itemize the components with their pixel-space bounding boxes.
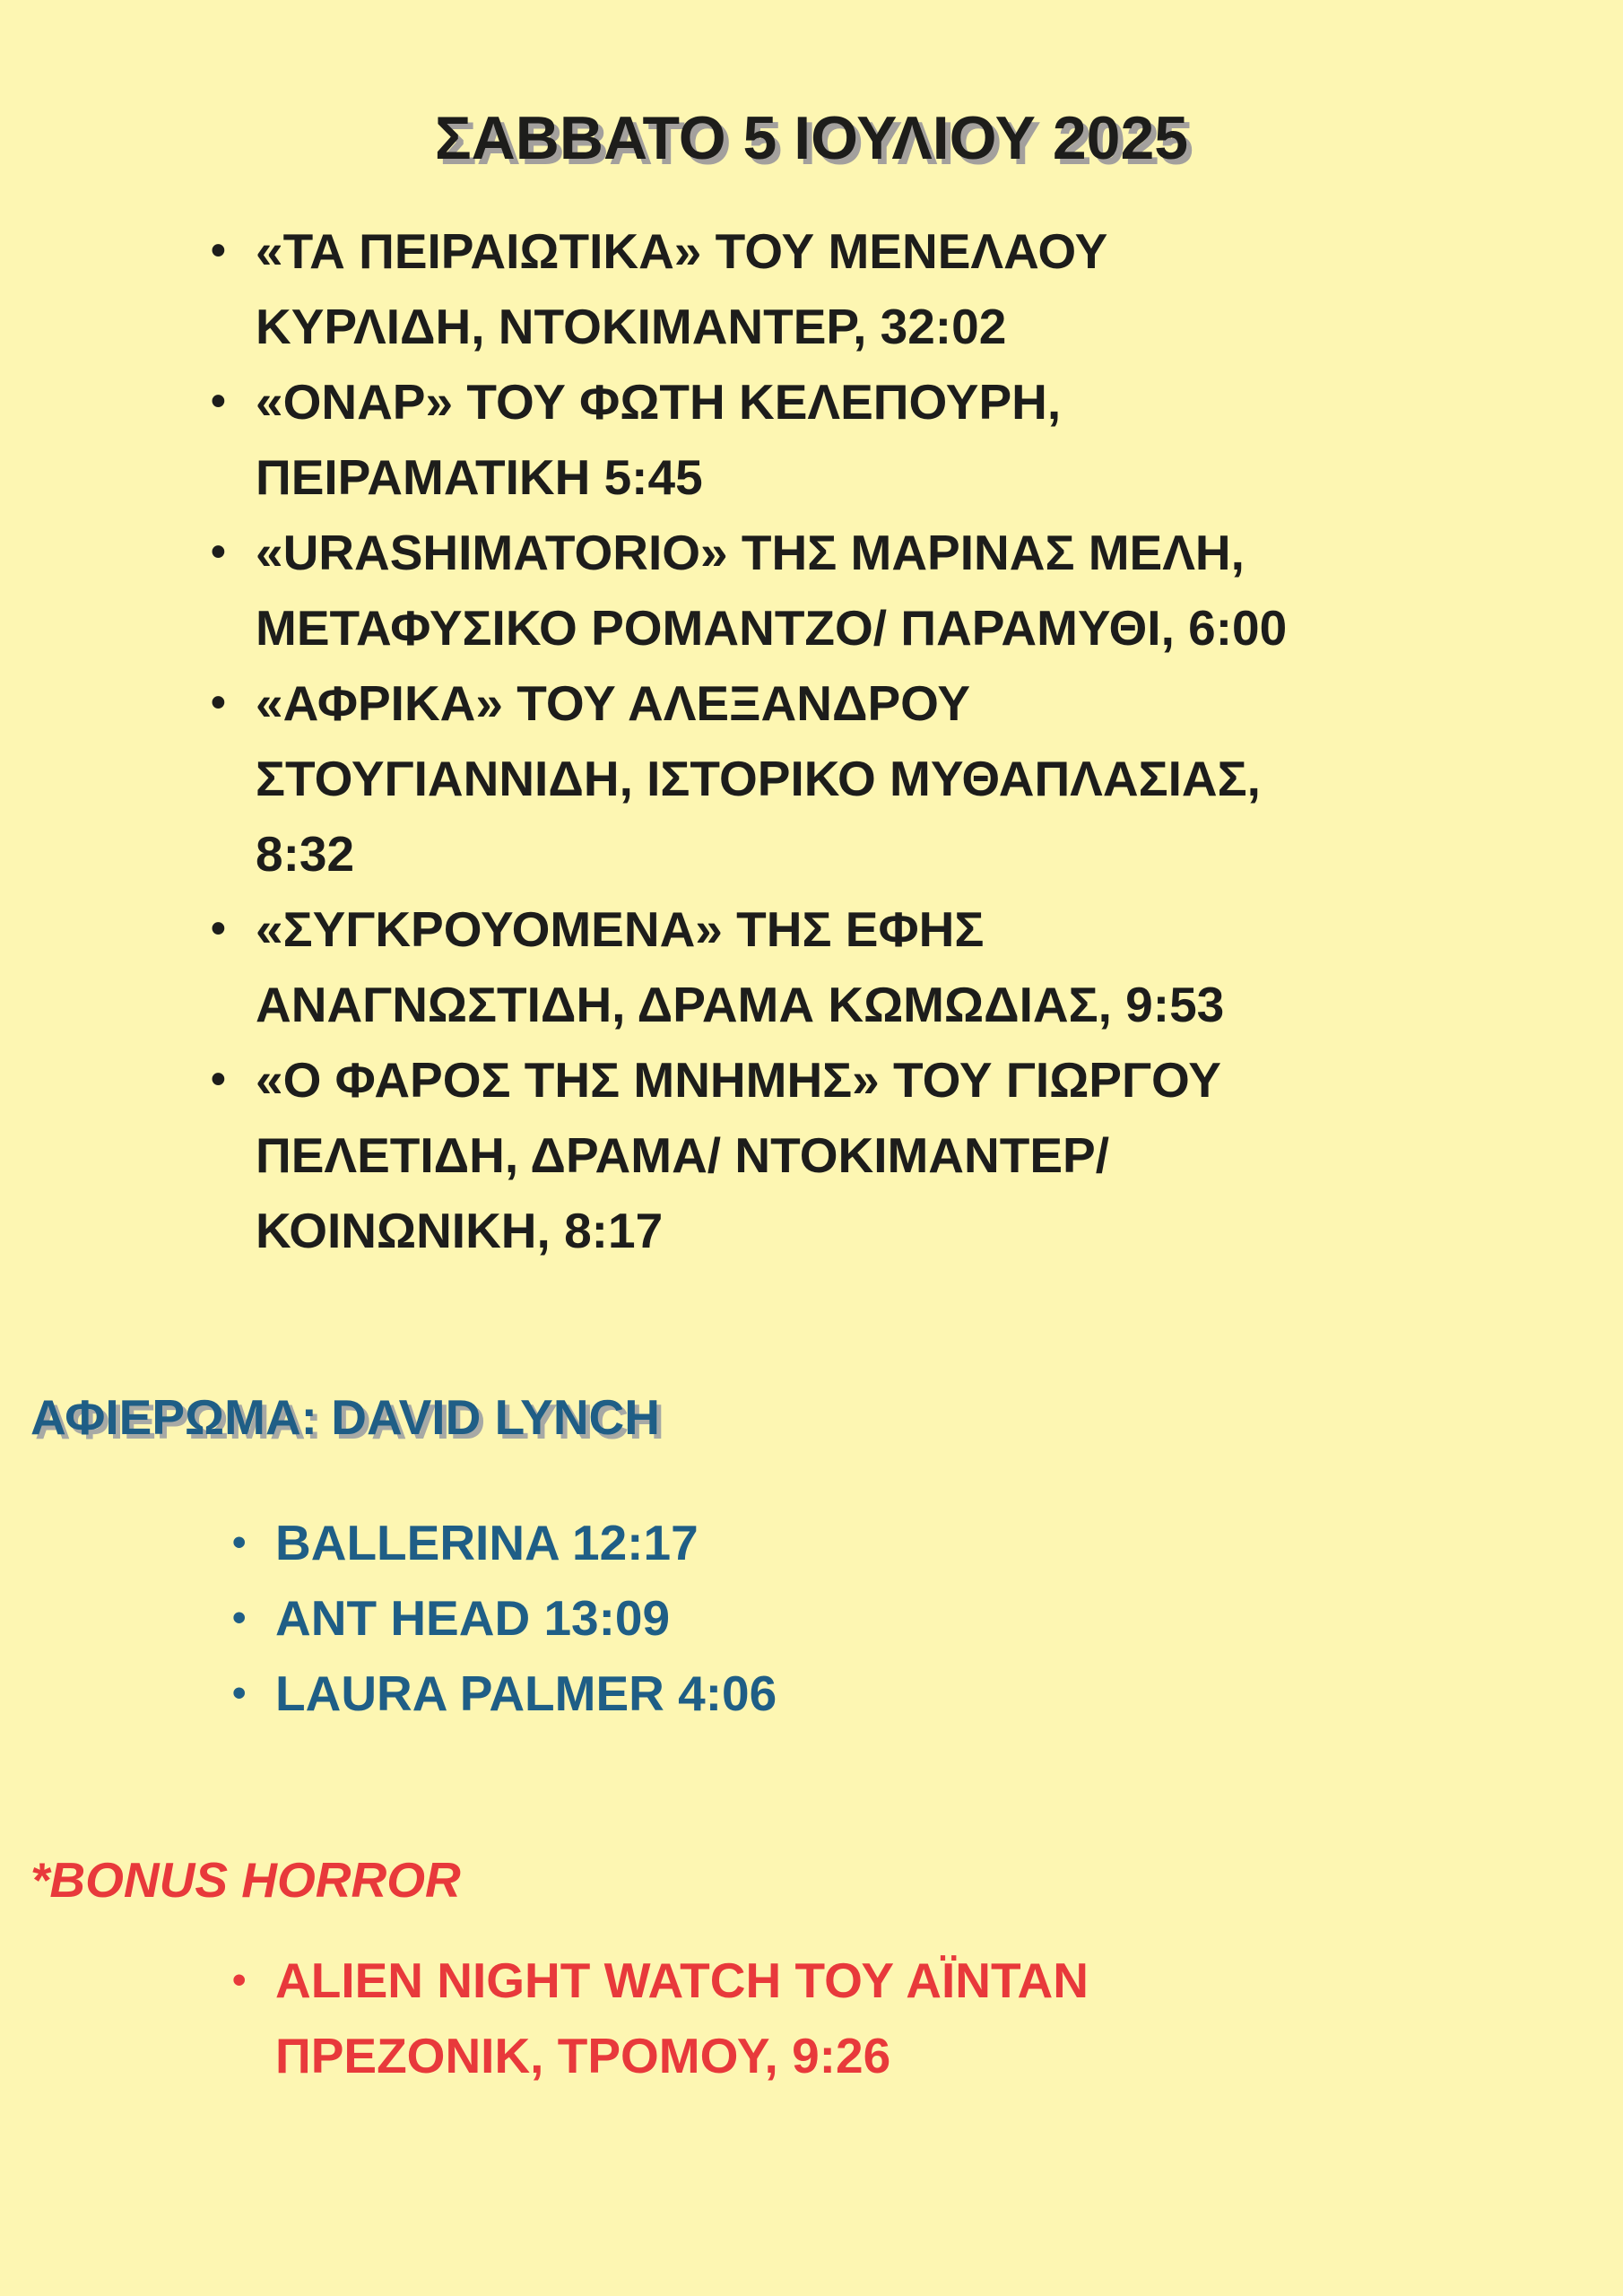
list-item [211,891,1556,1042]
list-item [211,364,1556,515]
list-item [211,665,1556,891]
item-line: «ΑΦΡΙΚΑ» ΤΟΥ ΑΛΕΞΑΝΔΡΟΥ [256,675,971,731]
program-list [211,213,1556,1268]
bullet-icon: • [211,528,226,576]
item-line: LAURA PALMER 4:06 [275,1665,777,1721]
list-item [232,1943,1351,2093]
list-item [211,1042,1556,1268]
bullet-icon: • [211,378,226,425]
item-line: «ΣΥΓΚΡΟΥΟΜΕΝΑ» ΤΗΣ ΕΦΗΣ [256,901,985,957]
item-line: ΚΟΙΝΩΝΙΚΗ, 8:17 [256,1203,664,1258]
list-item [211,213,1556,364]
list-item [232,1580,1351,1656]
bullet-icon: • [211,905,226,952]
bullet-icon: • [211,227,226,274]
item-line: 8:32 [256,826,355,882]
bullet-icon: • [232,1596,247,1639]
item-line: BALLERINA 12:17 [275,1515,699,1570]
item-line: «URASHIMATORIO» ΤΗΣ ΜΑΡΙΝΑΣ ΜΕΛΗ, [256,525,1245,580]
bonus-list [232,1943,1351,2093]
list-item [211,515,1556,665]
bullet-icon: • [232,1958,247,2002]
bullet-icon: • [211,1056,226,1103]
item-line: «Ο ΦΑΡΟΣ ΤΗΣ ΜΝΗΜΗΣ» ΤΟΥ ΓΙΩΡΓΟΥ [256,1052,1221,1108]
bullet-icon: • [232,1520,247,1564]
item-line: ΠΡΕΖΟΝΙΚ, ΤΡΟΜΟΥ, 9:26 [275,2028,891,2083]
bullet-icon: • [211,679,226,726]
item-line: ΚΥΡΛΙΔΗ, ΝΤΟΚΙΜΑΝΤΕΡ, 32:02 [256,299,1007,354]
bullet-icon: • [232,1671,247,1715]
item-line: ΣΤΟΥΓΙΑΝΝΙΔΗ, ΙΣΤΟΡΙΚΟ ΜΥΘΑΠΛΑΣΙΑΣ, [256,751,1261,806]
lynch-section-heading: ΑΦΙΕΡΩΜΑ: DAVID LYNCH [30,1389,660,1445]
item-line: ΜΕΤΑΦΥΣΙΚΟ ΡΟΜΑΝΤΖΟ/ ΠΑΡΑΜΥΘΙ, 6:00 [256,600,1288,656]
item-line: ANT HEAD 13:09 [275,1590,671,1646]
item-line: ALIEN NIGHT WATCH ΤΟΥ ΑΪΝΤΑΝ [275,1952,1089,2008]
list-item [232,1505,1351,1580]
item-line: ΠΕΙΡΑΜΑΤΙΚΗ 5:45 [256,449,703,505]
item-line: «ΟΝΑΡ» ΤΟΥ ΦΩΤΗ ΚΕΛΕΠΟΥΡΗ, [256,374,1062,430]
item-line: ΑΝΑΓΝΩΣΤΙΔΗ, ΔΡΑΜΑ ΚΩΜΩΔΙΑΣ, 9:53 [256,977,1225,1032]
page-title: ΣΑΒΒΑΤΟ 5 ΙΟΥΛΙΟΥ 2025 [434,104,1189,172]
bonus-section-heading: *BONUS HORROR [30,1852,461,1908]
lynch-list [232,1505,1351,1731]
list-item [232,1656,1351,1731]
item-line: ΠΕΛΕΤΙΔΗ, ΔΡΑΜΑ/ ΝΤΟΚΙΜΑΝΤΕΡ/ [256,1127,1109,1183]
item-line: «ΤΑ ΠΕΙΡΑΙΩΤΙΚΑ» ΤΟΥ ΜΕΝΕΛΑΟΥ [256,223,1108,279]
